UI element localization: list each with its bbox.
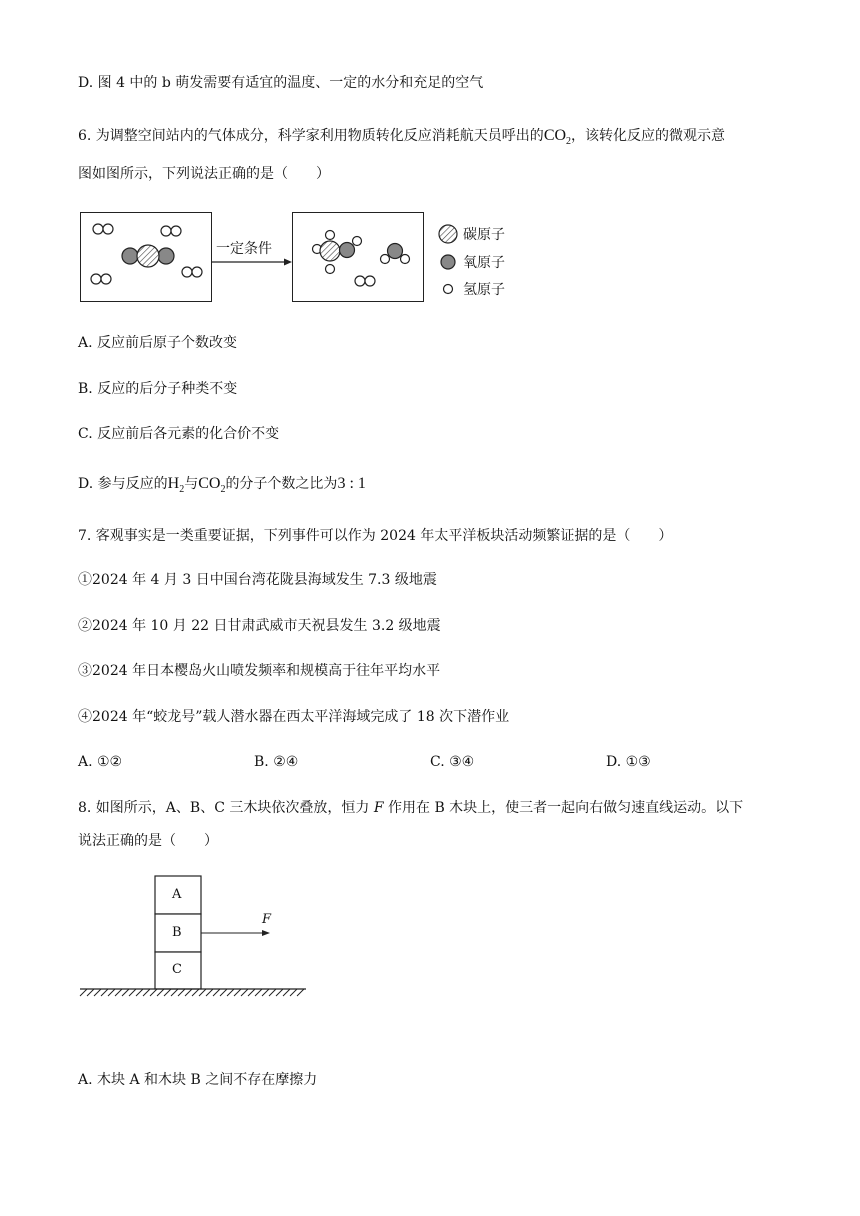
q6-reaction-arrow	[210, 238, 292, 272]
block-a-label: A	[172, 887, 182, 902]
q8-block-diagram	[78, 872, 308, 1002]
methanol-molecule	[313, 231, 362, 274]
h2-molecule	[182, 267, 202, 277]
q6-option-d	[78, 474, 366, 500]
q6-option-c: C. 反应前后各元素的化合价不变	[78, 426, 280, 442]
ground-hatch	[80, 989, 304, 996]
reactant-molecules	[81, 213, 211, 301]
q8-force-symbol: F	[373, 800, 384, 816]
q5-option-d: D. 图 4 中的 b 萌发需要有适宜的温度、一定的水分和充足的空气	[78, 75, 484, 91]
q6-products-box	[292, 212, 424, 302]
q6-co2-formula: $CO_2$	[543, 127, 572, 148]
q6-option-a: A. 反应前后原子个数改变	[78, 335, 238, 351]
legend-oxygen-label: 氧原子	[463, 255, 505, 271]
q8-stem-a: 8. 如图所示，A、B、C 三木块依次叠放，恒力	[78, 800, 374, 816]
co2-molecule	[122, 245, 174, 267]
block-b-label: B	[172, 925, 182, 940]
q6-stem-line1	[78, 126, 725, 152]
ratio-value: 3 : 1	[337, 475, 366, 492]
legend-hydrogen-label: 氢原子	[463, 282, 505, 298]
h2-molecule	[91, 274, 111, 284]
q8-stem-b: 作用在 B 木块上，使三者一起向右做匀速直线运动。以下	[383, 800, 744, 816]
q8-option-a: A. 木块 A 和木块 B 之间不存在摩擦力	[78, 1072, 318, 1088]
reaction-condition-label: 一定条件	[216, 241, 272, 257]
q6-option-d-mid: 与	[184, 476, 199, 492]
blocks-and-ground	[78, 872, 308, 1002]
q6-stem-b: ，该转化反应的微观示意	[571, 128, 726, 144]
co2-formula: $CO_2$	[198, 475, 226, 496]
arrow-icon	[210, 238, 292, 272]
carbon-atom-icon	[439, 225, 457, 243]
legend-icons	[437, 222, 461, 302]
q7-option-b: B. ②④	[254, 754, 299, 770]
q7-option-c: C. ③④	[430, 754, 475, 770]
q7-item-3: ③2024 年日本樱岛火山喷发频率和规模高于往年平均水平	[78, 663, 441, 679]
q8-stem-line2: 说法正确的是（ ）	[78, 833, 218, 849]
q6-reactants-box	[80, 212, 212, 302]
h2-molecule	[161, 226, 181, 236]
oxygen-atom-icon	[441, 255, 455, 269]
q7-item-4: ④2024 年“蛟龙号”载人潜水器在西太平洋海域完成了 18 次下潜作业	[78, 709, 510, 725]
h2-molecule	[93, 224, 113, 234]
q7-item-1: ①2024 年 4 月 3 日中国台湾花陇县海域发生 7.3 级地震	[78, 572, 437, 588]
product-molecules	[293, 213, 423, 301]
q7-option-a: A. ①②	[78, 754, 123, 770]
q6-option-d-a: D. 参与反应的	[78, 476, 168, 492]
q7-option-d: D. ①③	[606, 754, 651, 770]
block-c-label: C	[172, 962, 182, 977]
legend-carbon-label: 碳原子	[463, 227, 505, 243]
q7-stem: 7. 客观事实是一类重要证据，下列事件可以作为 2024 年太平洋板块活动频繁证据的是（ ）	[78, 528, 673, 544]
q6-stem-line2: 图如图所示，下列说法正确的是（ ）	[78, 166, 330, 182]
q6-legend	[437, 222, 527, 302]
h2-molecule	[355, 276, 375, 286]
q6-option-d-b: 的分子个数之比为	[225, 476, 338, 492]
q7-item-2: ②2024 年 10 月 22 日甘肃武威市天祝县发生 3.2 级地震	[78, 618, 441, 634]
q8-stem-line1	[78, 798, 743, 818]
force-label: F	[262, 912, 272, 927]
water-molecule	[381, 244, 410, 264]
q6-stem-a: 6. 为调整空间站内的气体成分，科学家利用物质转化反应消耗航天员呼出的	[78, 128, 544, 144]
q6-option-b: B. 反应的后分子种类不变	[78, 381, 238, 397]
h2-formula: $H_2$	[167, 475, 185, 496]
hydrogen-atom-icon	[444, 285, 453, 294]
